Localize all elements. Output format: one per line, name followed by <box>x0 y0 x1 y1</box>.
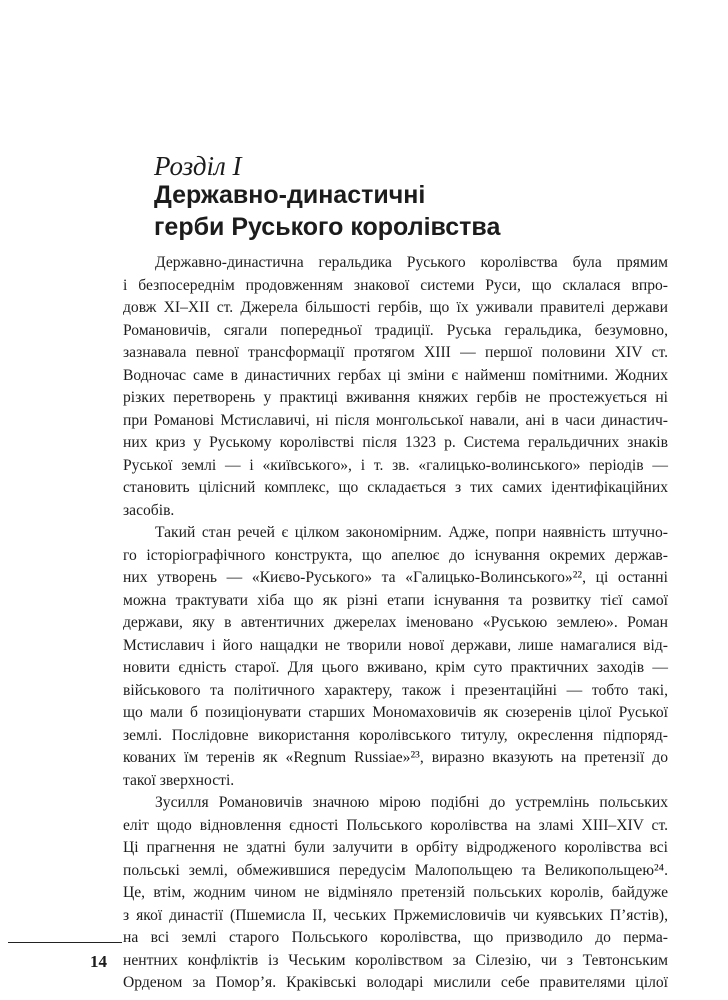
text-line: кованих їм теренів як «Regnum Russiae»²³, виразно вказують на претензії до <box>123 749 668 766</box>
page-number: 14 <box>90 952 107 971</box>
text-line: Орденом за Помор’я. Краківські володарі мислили себе правителями цілої <box>123 974 668 991</box>
text-line: різких перетворень у практиці вживання княжих гербів не простежується ні <box>123 389 668 406</box>
chapter-title-line: герби Руського королівства <box>154 213 501 241</box>
text-line: довж XI–XII ст. Джерела більшості гербів, що їх уживали правителі держави <box>123 299 668 316</box>
text-line: еліт щодо відновлення єдності Польського королівства на зламі XIII–XIV ст. <box>123 816 668 834</box>
text-line: Романовичів, сягали попередньої традиції. Руська геральдика, безумовно, <box>123 321 668 339</box>
text-line: новити єдність старої. Для цього вживано, крім суто практичних заходів — <box>123 659 668 676</box>
text-line: Руської землі — і «київського», і т. зв. «галицько-волинського» періодів — <box>123 456 668 474</box>
paragraph <box>123 522 668 792</box>
chapter-title-line: Державно-династичні <box>154 181 426 209</box>
text-line: го історіографічного конструкта, що апелює до існування окремих держав- <box>123 546 668 564</box>
text-line: них криз у Руському королівстві після 1323 р. Система геральдичних знаків <box>123 434 668 451</box>
paragraph <box>123 252 668 522</box>
text-line: при Романові Мстиславичі, ні після монгольської навали, ані в часи династич- <box>123 411 668 429</box>
chapter-title <box>154 179 500 243</box>
text-line: Це, втім, жодним чином не відміняло претензій польських королів, байдуже <box>123 884 668 901</box>
text-line: засобів. <box>123 501 175 519</box>
text-line: зазнавала певної трансформації протягом XIII — першої половини XIV ст. <box>123 344 668 361</box>
chapter-label: Розділ I <box>154 151 242 181</box>
text-line: Такий стан речей є цілком закономірним. Адже, попри наявність штучно- <box>155 524 668 541</box>
text-line: нентних конфліктів із Чеським королівством за Сілезію, чи з Тевтонським <box>123 951 668 969</box>
text-line: з якої династії (Пшемисла II, чеських Пржемисловичів чи куявських П’ястів), <box>123 906 668 924</box>
text-line: можна трактувати хіба що як різні етапи існування та розвитку тієї самої <box>123 591 668 609</box>
text-line: що мали б позиціонувати старших Мономаховичів як сюзеренів цілої Руської <box>123 704 668 721</box>
footer-rule <box>8 942 122 943</box>
text-line: Ці прагнення не здатні були залучити в орбіту відродженого королівства всі <box>123 839 668 856</box>
text-line: Водночас саме в династичних гербах ці зміни є найменш помітними. Жодних <box>123 366 668 384</box>
body-text <box>123 252 668 995</box>
text-line: такої зверхності. <box>123 771 235 789</box>
text-line: польські землі, обмежившися передусім Малопольщею та Великопольщею²⁴. <box>123 861 668 879</box>
text-line: Мстиславич і його нащадки не творили нової держави, лише намагалися від- <box>123 636 668 654</box>
text-line: і безпосереднім продовженням знакової системи Руси, що склалася впро- <box>123 276 668 294</box>
text-line: Державно-династична геральдика Руського королівства була прямим <box>155 254 668 271</box>
paragraph <box>123 792 668 995</box>
text-line: становить цілісний комплекс, що складається з тих самих ідентифікаційних <box>123 479 668 496</box>
text-line: них утворень — «Києво-Руського» та «Галицько-Волинського»²², ці останні <box>123 569 668 586</box>
text-line: землі. Послідовне використання королівського титулу, окреслення підпоряд- <box>123 726 668 744</box>
text-line: Зусилля Романовичів значною мірою подібні до устремлінь польських <box>155 794 668 811</box>
text-line: військового та політичного характеру, також і презентаційні — тобто такі, <box>123 681 668 699</box>
text-line: держави, яку в автентичних джерелах іменовано «Руською землею». Роман <box>123 614 668 631</box>
text-line: на всі землі старого Польського королівства, що призводило до перма- <box>123 929 668 946</box>
